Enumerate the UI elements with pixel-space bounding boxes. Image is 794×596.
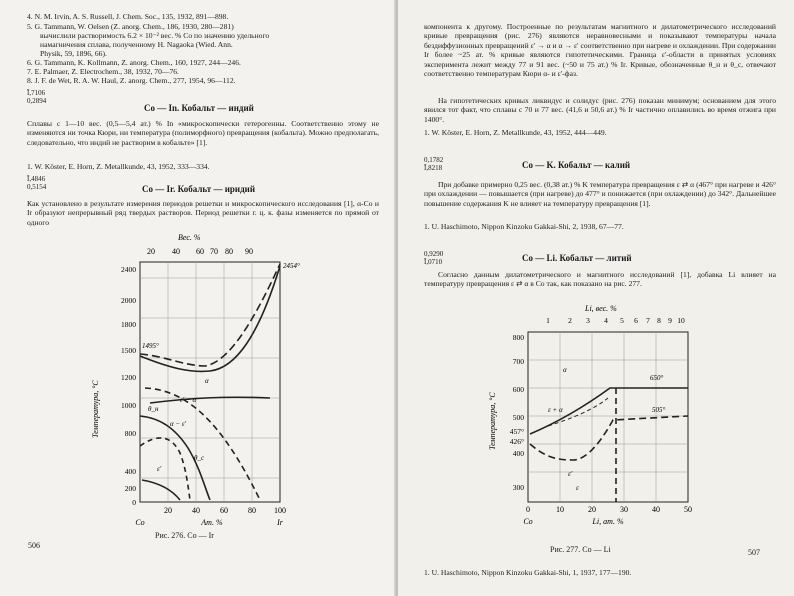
fig276-y-tick: 0 (132, 498, 136, 507)
fig276-top-tick: 40 (172, 247, 180, 256)
fig277-top-tick: 4 (604, 316, 608, 325)
fig277-y-tick: 426° (509, 437, 524, 446)
fig276-label-eps: ε' (157, 465, 162, 473)
fig277-x-tick: 0 (526, 505, 530, 514)
fig277-caption: Рис. 277. Co — Li (550, 545, 611, 554)
co-in-ref: 1. W. Köster, E. Horn, Z. Metallkunde, 43, 1952, 333—334. (27, 162, 210, 171)
fig276-label-alpha-e: α − ε' (170, 420, 187, 428)
fig276-y-tick: 400 (124, 467, 136, 476)
fig276-caption: Рис. 276. Co — Ir (155, 531, 214, 540)
ir-log-2: 0,5154 (27, 183, 47, 191)
ref-8: 8. J. F. de Wet, R. A. W. Haul, Z. anorg. Chem., 277, 1954, 96—112. (27, 76, 236, 85)
co-ir-continuation: компонента к другому. Построенные по результатам магнитного и дилатометрического исследований кривые превращения (рис. 276) являются неравновесными и показывают температуры начала бездиффузионных превращений ε' → α и α → ε' соответственно при нагреве и охлаждении. При содержании Ir более ~25 ат. % кривые являются гипотетическими. Граница ε'-области в принятых условиях эксперимента лежит между 77 и 91 вес. (~50 и 75 ат.) % Ir. Кривые, обозначенные θ_н и θ_с, отвечают соответственно температурам Кюри α- и ε'-фаз. (424, 22, 776, 79)
fig277-label-505: 505° (652, 406, 666, 414)
left-page (0, 0, 396, 596)
li-log-1: 0,9290 (424, 250, 444, 258)
fig277-y-tick: 500 (512, 413, 524, 422)
fig276-top-tick: 80 (225, 247, 233, 256)
fig276-y-axis-title: Температура, °С (91, 380, 100, 438)
fig277-top-tick: 9 (668, 316, 672, 325)
fig276-label-t-ir: 2454° (283, 262, 300, 270)
fig276-y-tick: 2000 (121, 296, 136, 305)
li-log-2: Ī,0710 (424, 258, 443, 266)
fig277-x-tick: 40 (652, 505, 660, 514)
fig277-x-tick: 10 (556, 505, 564, 514)
ref-6: 6. G. Tammann, K. Kollmann, Z. anorg. Chem., 160, 1927, 244—246. (27, 58, 241, 67)
figure-276 (0, 228, 396, 558)
ref-4: 4. N. M. Irvin, A. S. Russell, J. Chem. Soc., 135, 1932, 891—898. (27, 12, 229, 21)
fig276-y-tick: 200 (124, 484, 136, 493)
fig277-label-alpha: α (563, 366, 567, 374)
fig276-x-tick: 60 (220, 506, 228, 515)
fig277-y-axis-title: Температура, °С (488, 392, 497, 450)
fig276-x-tick: 100 (274, 506, 286, 515)
section-title-co-ir: Co — Ir. Кобальт — иридий (142, 184, 256, 194)
fig277-top-tick: 6 (634, 316, 638, 325)
figure-277 (398, 300, 794, 530)
fig277-top-tick: 3 (586, 316, 590, 325)
fig276-x-tick: 80 (248, 506, 256, 515)
fig277-label-650: 650° (650, 374, 664, 382)
fig276-top-tick: 60 (196, 247, 204, 256)
fig276-label-theta-h: θ_н (148, 405, 159, 413)
fig276-y-ticks (121, 265, 136, 507)
ref-7: 7. E. Palmaer, Z. Electrochem., 38, 1932, 70—76. (27, 67, 179, 76)
fig276-y-tick: 1800 (121, 320, 136, 329)
fig277-top-tick: 7 (646, 316, 650, 325)
fig277-top-tick: 8 (657, 316, 661, 325)
section-title-co-k: Co — K. Кобальт — калий (522, 160, 631, 170)
fig276-theta-c-curve (140, 438, 190, 500)
fig276-x-tick: 40 (192, 506, 200, 515)
fig277-x-tick: 50 (684, 505, 692, 514)
fig277-top-tick: 10 (677, 316, 685, 325)
fig277-label-eps: ε (576, 484, 579, 492)
fig276-label-alpha: α (205, 377, 209, 385)
co-ir-hypothetical: На гипотетических кривых ликвидус и солидус (рис. 276) показан минимум; основанием для этого явился тот факт, что сплавы с 70 и 77 вес. (41,6 и 50,6 ат.) % Ir частично оплавились во время отжига при 1400°. (424, 96, 776, 124)
fig276-top-axis-title: Вес. % (178, 233, 201, 242)
in-log-1: Ī,7106 (27, 89, 46, 97)
fig277-y-tick: 400 (512, 449, 524, 458)
page-number-left: 506 (28, 541, 40, 550)
fig276-top-ticks (147, 247, 253, 256)
co-li-paragraph: Согласно данным дилатометрического и магнитного исследований [1], добавка Li влияет на температуру превращения ε ⇄ α в Co так, как показано на рис. 277. (424, 270, 776, 289)
fig276-top-tick: 20 (147, 247, 155, 256)
fig276-x-axis-title: Ат. % (201, 518, 223, 527)
fig277-y-tick: 600 (512, 385, 524, 394)
fig277-y-tick: 300 (512, 483, 524, 492)
fig276-top-tick: 70 (210, 247, 218, 256)
right-page (398, 0, 794, 596)
k-log-1: 0,1782 (424, 156, 444, 164)
fig277-top-tick: 2 (568, 316, 572, 325)
ref-5-line3: намагничения сплава, полученному H. Nagaoka (Wied. Ann. (40, 40, 233, 49)
fig276-y-tick: 800 (124, 429, 136, 438)
co-ir-ref: 1. W. Köster, E. Horn, Z. Metallkunde, 43, 1952, 444—449. (424, 128, 607, 137)
fig277-top-ticks (546, 316, 685, 325)
fig277-x-tick: 30 (620, 505, 628, 514)
co-k-paragraph: При добавке примерно 0,25 вес. (0,38 ат.) % K температура превращения ε ⇄ α (467° при нагреве и 426° при охлаждении — повышается (при нагреве) до 477° и понижается (при охлаждении) до 342°. Дальнейшее повышение содержания K не влияет на температуру превращения [1]. (424, 180, 776, 208)
fig276-y-tick: 2400 (121, 265, 136, 274)
fig277-label-eps2: ε' (568, 470, 573, 478)
page-number-right: 507 (748, 548, 760, 557)
fig277-top-tick: 5 (620, 316, 624, 325)
fig276-top-tick: 90 (245, 247, 253, 256)
fig277-top-tick: 1 (546, 316, 550, 325)
fig276-lower-curve (142, 480, 180, 500)
fig276-y-tick: 1200 (121, 373, 136, 382)
co-li-ref: 1. U. Haschimoto, Nippon Kinzoku Gakkai-Shi, 1, 1937, 177—190. (424, 568, 632, 577)
fig276-x-left-label: Co (135, 518, 145, 527)
fig277-x-axis-title: Li, ат. % (592, 517, 624, 526)
fig277-x-left-label: Co (523, 517, 533, 526)
co-k-ref: 1. U. Haschimoto, Nippon Kinzoku Gakkai-Shi, 2, 1938, 67—77. (424, 222, 624, 231)
k-log-2: Ī,8218 (424, 164, 443, 172)
fig277-x-tick: 20 (588, 505, 596, 514)
fig276-label-t-co: 1495° (142, 342, 159, 350)
section-title-co-in: Co — In. Кобальт — индий (144, 103, 254, 113)
fig277-y-ticks (510, 333, 525, 492)
fig276-y-tick: 1500 (121, 346, 136, 355)
fig277-x-ticks (526, 505, 692, 514)
fig276-liquidus-curve (140, 264, 280, 366)
ref-5: 5. G. Tammann, W. Oelsen (Z. anorg. Chem., 186, 1930, 280—281) (27, 22, 234, 31)
in-log-2: 0,2894 (27, 97, 47, 105)
fig276-y-tick: 1000 (121, 401, 136, 410)
fig276-x-ticks (164, 506, 286, 515)
ref-5-line4: Physik, 59, 1896, 66). (40, 49, 107, 58)
co-in-paragraph: Сплавы с 1—10 вес. (0,5—5,4 ат.) % In «микроскопически гетерогенны. Соответственно этому не изменяются ни точка Кюри, ни температура (полиморфного) превращения (кобальта). Можно предполагать, следовательно, что индий не растворим в кобальте» [1]. (27, 119, 379, 147)
ref-5-line2: вычислили растворимость 6.2 × 10⁻² вес. % Co по значению удельного (40, 31, 270, 40)
fig277-y-tick: 800 (512, 333, 524, 342)
fig276-x-tick: 20 (164, 506, 172, 515)
section-title-co-li: Co — Li. Кобальт — литий (522, 253, 632, 263)
fig276-alpha-to-e-curve (145, 388, 260, 500)
ir-log-1: Ī,4846 (27, 175, 46, 183)
fig277-y-tick: 457° (509, 427, 524, 436)
fig277-y-tick: 700 (512, 357, 524, 366)
fig277-top-axis-title: Li, вес. % (585, 304, 617, 313)
fig276-solidus-curve (140, 266, 280, 371)
fig277-label-e-alpha: ε + α (548, 406, 563, 414)
fig276-x-right-label: Ir (277, 518, 283, 527)
fig276-label-theta-c: θ_c (194, 454, 205, 462)
fig276-label-e-alpha: ε' − α (180, 396, 197, 404)
co-ir-paragraph: Как установлено в результате измерения периодов решетки и микроскопического исследования [1], α-Co и Ir образуют непрерывный ряд твердых растворов. Период решетки г. ц. к. фазы изменяется по прямой от одного (27, 199, 379, 227)
